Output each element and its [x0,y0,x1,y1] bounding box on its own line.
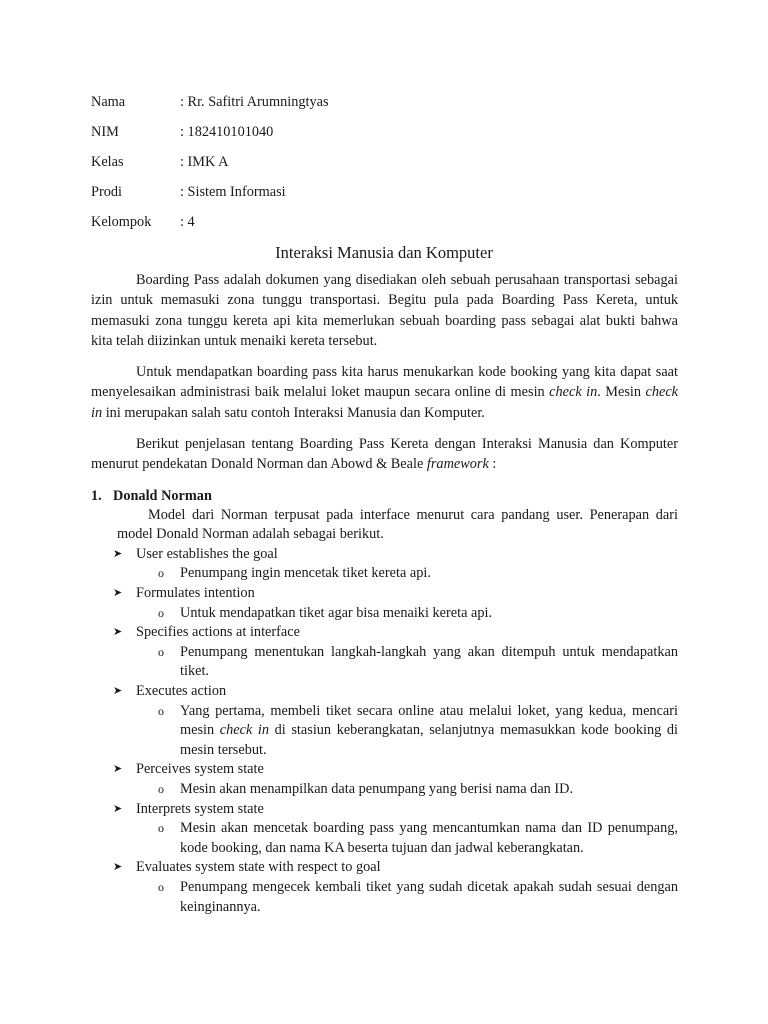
step-detail-text [180,702,678,761]
identity-value: : Rr. Safitri Arumningtyas [180,94,329,110]
step-detail-text: Penumpang menentukan langkah-langkah yang akan ditempuh untuk mendapatkan tiket. [180,643,678,680]
identity-row-kelompok [91,211,329,241]
arrow-bullet-icon: ➤ [113,547,123,560]
step-detail-text: Mesin akan menampilkan data penumpang yang berisi nama dan ID. [180,780,574,797]
section-number: 1. [91,487,102,504]
step-item [91,682,678,702]
paragraph-3-text: Berikut penjelasan tentang Boarding Pass Kereta dengan Interaksi Manusia dan Komputer menurut pendekatan Donald Norman dan Abowd & Beale [91,436,678,473]
arrow-bullet-icon: ➤ [113,802,123,815]
step-detail [91,643,678,682]
identity-value: : IMK A [180,154,229,170]
identity-label: Nama [91,94,126,110]
step-detail [91,878,678,917]
identity-row-prodi [91,181,329,211]
paragraph-1: Boarding Pass adalah dokumen yang disediakan oleh sebuah perusahaan transportasi sebagai izin untuk memasuki zona tunggu transportasi. Begitu pula pada Boarding Pass Kereta, untuk memasuki zona tunggu kereta api kita memerlukan sebuah boarding pass sebagai alat bukti bahwa kita telah diizinkan untuk menaiki kereta tersebut. [91,272,678,349]
identity-value: : 4 [180,214,195,230]
circle-bullet-icon: o [158,566,164,581]
circle-bullet-icon: o [158,879,164,894]
step-item [91,760,678,780]
step-detail-part: di stasiun keberangkatan, selanjutnya memasukkan kode booking di mesin tersebut. [180,722,678,758]
identity-label: NIM [91,124,119,140]
step-detail [91,564,678,584]
circle-bullet-icon: o [158,821,164,836]
step-item [91,623,678,643]
circle-bullet-icon: o [158,605,164,620]
circle-bullet-icon: o [158,703,164,718]
step-item [91,800,678,820]
section-title: Donald Norman [113,487,212,504]
section-intro: Model dari Norman terpusat pada interface menurut cara pandang user. Penerapan dari model Donald Norman adalah sebagai berikut. [117,506,678,543]
step-detail-part: Yang pertama, membeli tiket secara online atau melalui loket, yang kedua, mencari mesin [180,702,678,739]
arrow-bullet-icon: ➤ [113,626,123,639]
identity-value: : 182410101040 [180,124,274,140]
step-label: Interprets system state [136,800,264,817]
identity-row-kelas [91,151,329,181]
identity-table [91,91,329,241]
step-label: Evaluates system state with respect to goal [136,859,381,876]
paragraph-2 [91,362,678,423]
step-label: User establishes the goal [136,545,278,562]
step-detail-text: Mesin akan mencetak boarding pass yang mencantumkan nama dan ID penumpang, kode booking, dan nama KA beserta tujuan dan jadwal keberangkatan. [180,820,678,856]
step-detail [91,819,678,858]
paragraph-2-text: . Mesin [597,384,646,401]
identity-value: : Sistem Informasi [180,184,286,200]
identity-label: Prodi [91,184,122,200]
arrow-bullet-icon: ➤ [113,763,123,776]
paragraph-2-text: Untuk mendapatkan boarding pass kita harus menukarkan kode booking yang kita dapat saat menyelesaikan administrasi baik melalui loket maupun secara online di mesin [91,364,678,401]
paragraph-3-text: : [488,456,497,473]
arrow-bullet-icon: ➤ [113,861,123,874]
step-label: Perceives system state [136,761,264,778]
step-label: Executes action [136,683,227,700]
paragraph-3 [91,434,678,475]
step-label: Formulates intention [136,585,255,602]
step-item [91,858,678,878]
step-detail-text: Untuk mendapatkan tiket agar bisa menaiki kereta api. [180,604,493,621]
document-title: Interaksi Manusia dan Komputer [275,243,493,262]
circle-bullet-icon: o [158,781,164,796]
identity-row-nama [91,91,329,121]
identity-label: Kelas [91,154,124,170]
step-item [91,584,678,604]
circle-bullet-icon: o [158,644,164,659]
identity-label: Kelompok [91,214,152,230]
identity-row-nim [91,121,329,151]
paragraph-2-text: ini merupakan salah satu contoh Interaksi Manusia dan Komputer. [102,404,485,421]
paragraph-2-italic: check in [91,384,679,421]
section-heading [91,486,678,506]
step-item [91,545,678,565]
paragraph-2-italic: check in [549,384,598,401]
step-detail-text: Penumpang ingin mencetak tiket kereta api. [180,565,431,582]
paragraph-3-italic: framework [426,456,489,473]
arrow-bullet-icon: ➤ [113,685,123,698]
arrow-bullet-icon: ➤ [113,587,123,600]
document-body [91,270,678,917]
step-detail [91,780,678,800]
step-detail [91,604,678,624]
step-detail-text: Penumpang mengecek kembali tiket yang sudah dicetak apakah sudah sesuai dengan keinginannya. [180,878,678,915]
step-detail [91,702,678,761]
step-label: Specifies actions at interface [136,624,300,641]
step-detail-italic: check in [219,722,270,739]
